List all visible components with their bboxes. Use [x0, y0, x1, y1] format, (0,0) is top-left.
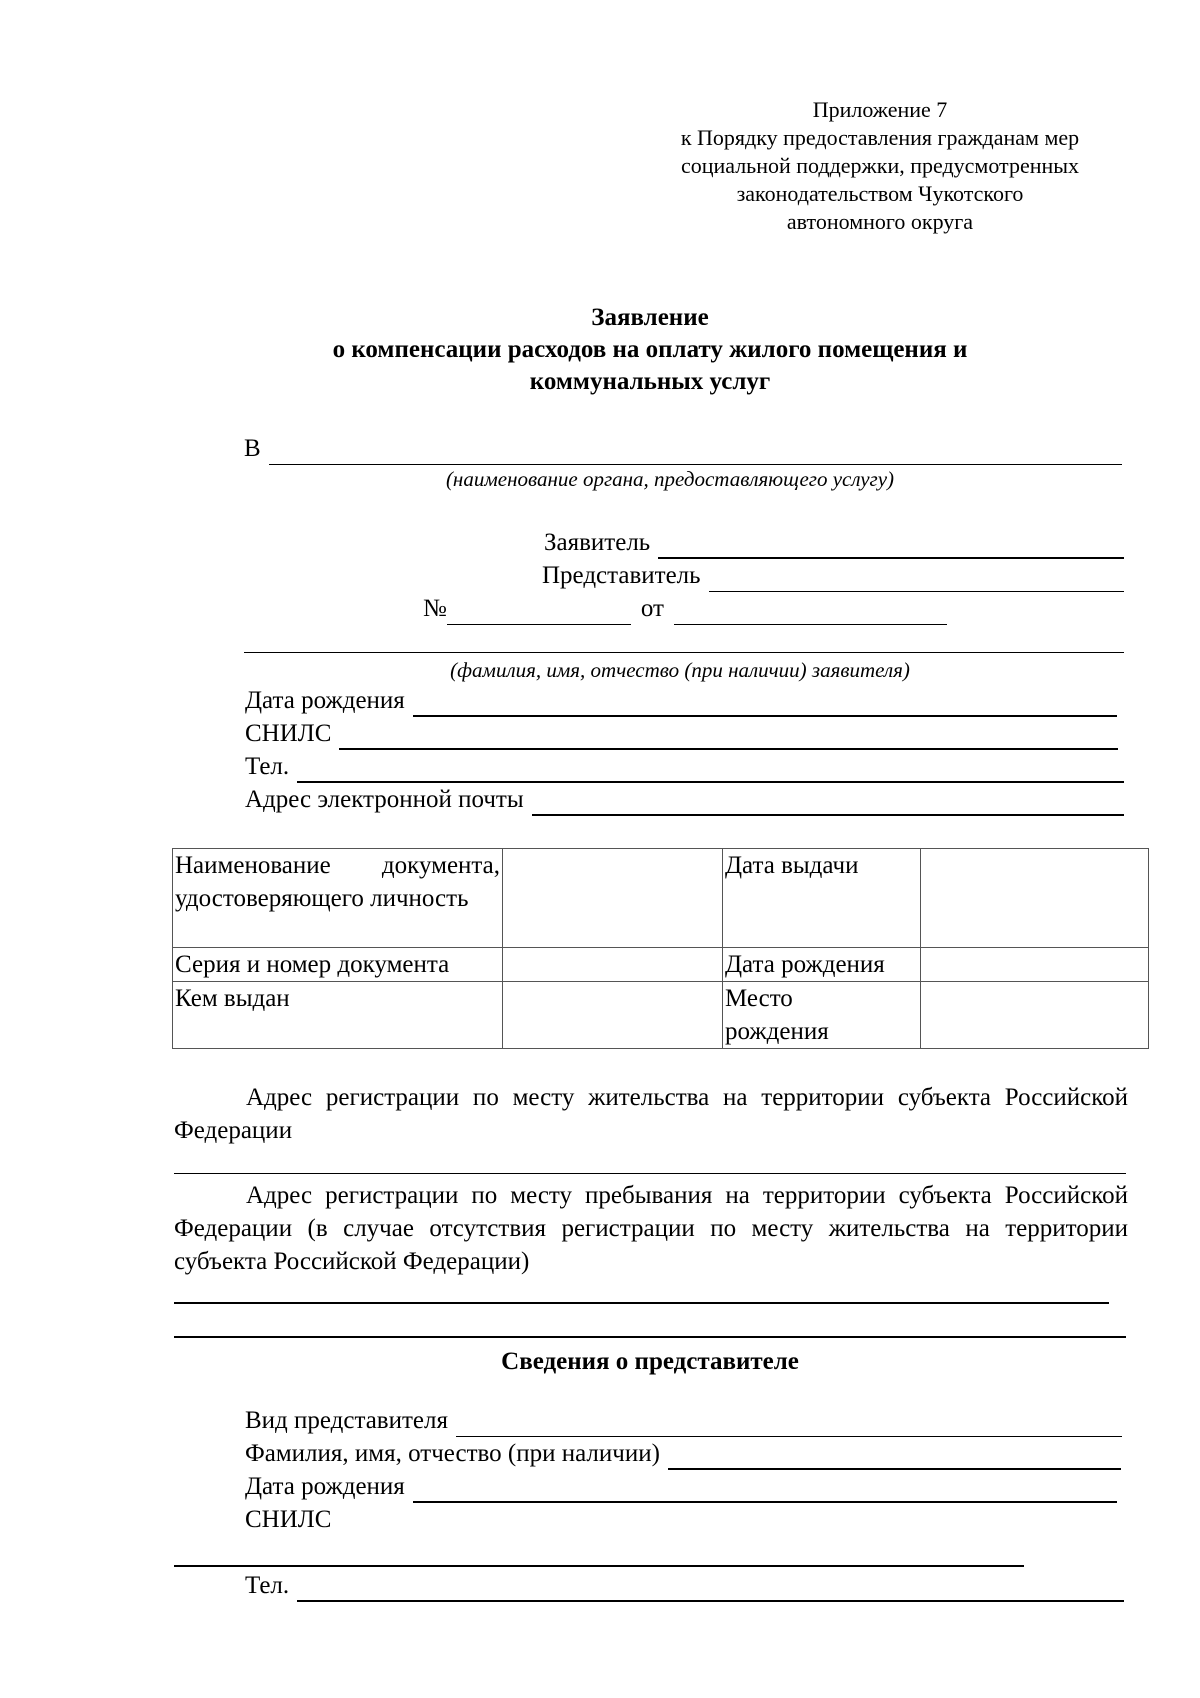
- phone-label: Тел.: [245, 753, 290, 780]
- recipient-row: [244, 432, 1122, 465]
- snils-label: СНИЛС: [245, 720, 332, 747]
- rep-phone-field[interactable]: [297, 1576, 1124, 1602]
- rep-type-row: [245, 1404, 1122, 1437]
- title-line: Заявление: [591, 304, 709, 331]
- stay-address-label: Адрес регистрации по месту пребывания на территории субъекта Российской Федерации (в случае отсутствия регистрации по месту жительства на территории субъекта Российской Федерации): [174, 1182, 1128, 1275]
- representative-field[interactable]: [709, 567, 1124, 592]
- from-date-field[interactable]: [674, 600, 947, 625]
- annex-line: социальной поддержки, предусмотренных: [680, 153, 1080, 178]
- rep-type-label: Вид представителя: [245, 1407, 448, 1434]
- annex-line: к Порядку предоставления гражданам мер: [680, 125, 1080, 150]
- recipient-prefix: В: [244, 435, 261, 462]
- doc-name-label: Наименование документа, удостоверяющего личность: [173, 849, 503, 948]
- annex-line: Приложение 7: [812, 97, 948, 122]
- stay-address-field-2[interactable]: [174, 1336, 1126, 1338]
- birth-place-cell[interactable]: [921, 982, 1149, 1049]
- snils-row: [245, 717, 1118, 750]
- birth-date-label: Дата рождения: [245, 687, 405, 714]
- rep-birth-date-field[interactable]: [413, 1477, 1117, 1503]
- doc-name-cell[interactable]: [503, 849, 723, 948]
- number-label: №: [423, 595, 447, 622]
- table-row: [173, 948, 1149, 982]
- table-birth-date-cell[interactable]: [921, 948, 1149, 982]
- rep-phone-label: Тел.: [245, 1572, 290, 1599]
- annex-line: автономного округа: [786, 209, 974, 234]
- representative-row: [542, 559, 1124, 592]
- issued-by-cell[interactable]: [503, 982, 723, 1049]
- annex-line: законодательством Чукотского: [736, 181, 1024, 206]
- title-line: коммунальных услуг: [529, 368, 771, 395]
- applicant-row: [544, 526, 1124, 559]
- recipient-hint: (наименование органа, предоставляющего услугу): [445, 467, 895, 491]
- representative-heading: Сведения о представителе: [501, 1348, 799, 1375]
- birth-date-row: [245, 684, 1117, 717]
- birth-place-label: [723, 982, 921, 1049]
- number-row: [423, 592, 947, 625]
- rep-fio-row: [245, 1437, 1121, 1470]
- applicant-fio-hint: (фамилия, имя, отчество (при наличии) заявителя): [450, 658, 910, 682]
- rep-fio-label: Фамилия, имя, отчество (при наличии): [245, 1440, 660, 1467]
- annex-header: [640, 96, 1120, 236]
- applicant-fio-field[interactable]: [244, 652, 1124, 653]
- table-row: [173, 982, 1149, 1049]
- stay-address-field-1[interactable]: [174, 1302, 1109, 1304]
- id-document-table: [172, 848, 1149, 1049]
- applicant-label: Заявитель: [544, 529, 651, 556]
- email-field[interactable]: [532, 790, 1124, 816]
- from-label: от: [640, 595, 664, 622]
- issued-by-label: Кем выдан: [173, 982, 503, 1049]
- document-title: [160, 302, 1140, 398]
- title-line: о компенсации расходов на оплату жилого помещения и: [332, 336, 968, 363]
- issue-date-cell[interactable]: [921, 849, 1149, 948]
- series-number-cell[interactable]: [503, 948, 723, 982]
- applicant-field[interactable]: [658, 533, 1124, 559]
- residence-address-field[interactable]: [174, 1173, 1126, 1174]
- email-label: Адрес электронной почты: [245, 786, 524, 813]
- representative-label: Представитель: [542, 562, 701, 589]
- rep-phone-row: [245, 1569, 1124, 1602]
- rep-snils-label: СНИЛС: [245, 1506, 332, 1533]
- series-number-label: Серия и номер документа: [173, 948, 503, 982]
- phone-field[interactable]: [297, 757, 1124, 783]
- table-birth-date-label: Дата рождения: [723, 948, 921, 982]
- rep-fio-field[interactable]: [668, 1444, 1121, 1470]
- birth-place-text: Место рождения: [725, 985, 829, 1045]
- table-row: [173, 849, 1149, 948]
- rep-birth-date-label: Дата рождения: [245, 1473, 405, 1500]
- rep-type-field[interactable]: [456, 1412, 1122, 1437]
- residence-address-label: Адрес регистрации по месту жительства на территории субъекта Российской Федерации: [174, 1084, 1128, 1144]
- email-row: [245, 783, 1124, 816]
- recipient-field[interactable]: [269, 440, 1122, 465]
- number-field[interactable]: [447, 600, 631, 625]
- rep-birth-date-row: [245, 1470, 1117, 1503]
- phone-row: [245, 750, 1124, 783]
- birth-date-field[interactable]: [413, 691, 1117, 717]
- issue-date-label: Дата выдачи: [723, 849, 921, 948]
- snils-field[interactable]: [339, 724, 1118, 750]
- rep-snils-field[interactable]: [174, 1565, 1024, 1567]
